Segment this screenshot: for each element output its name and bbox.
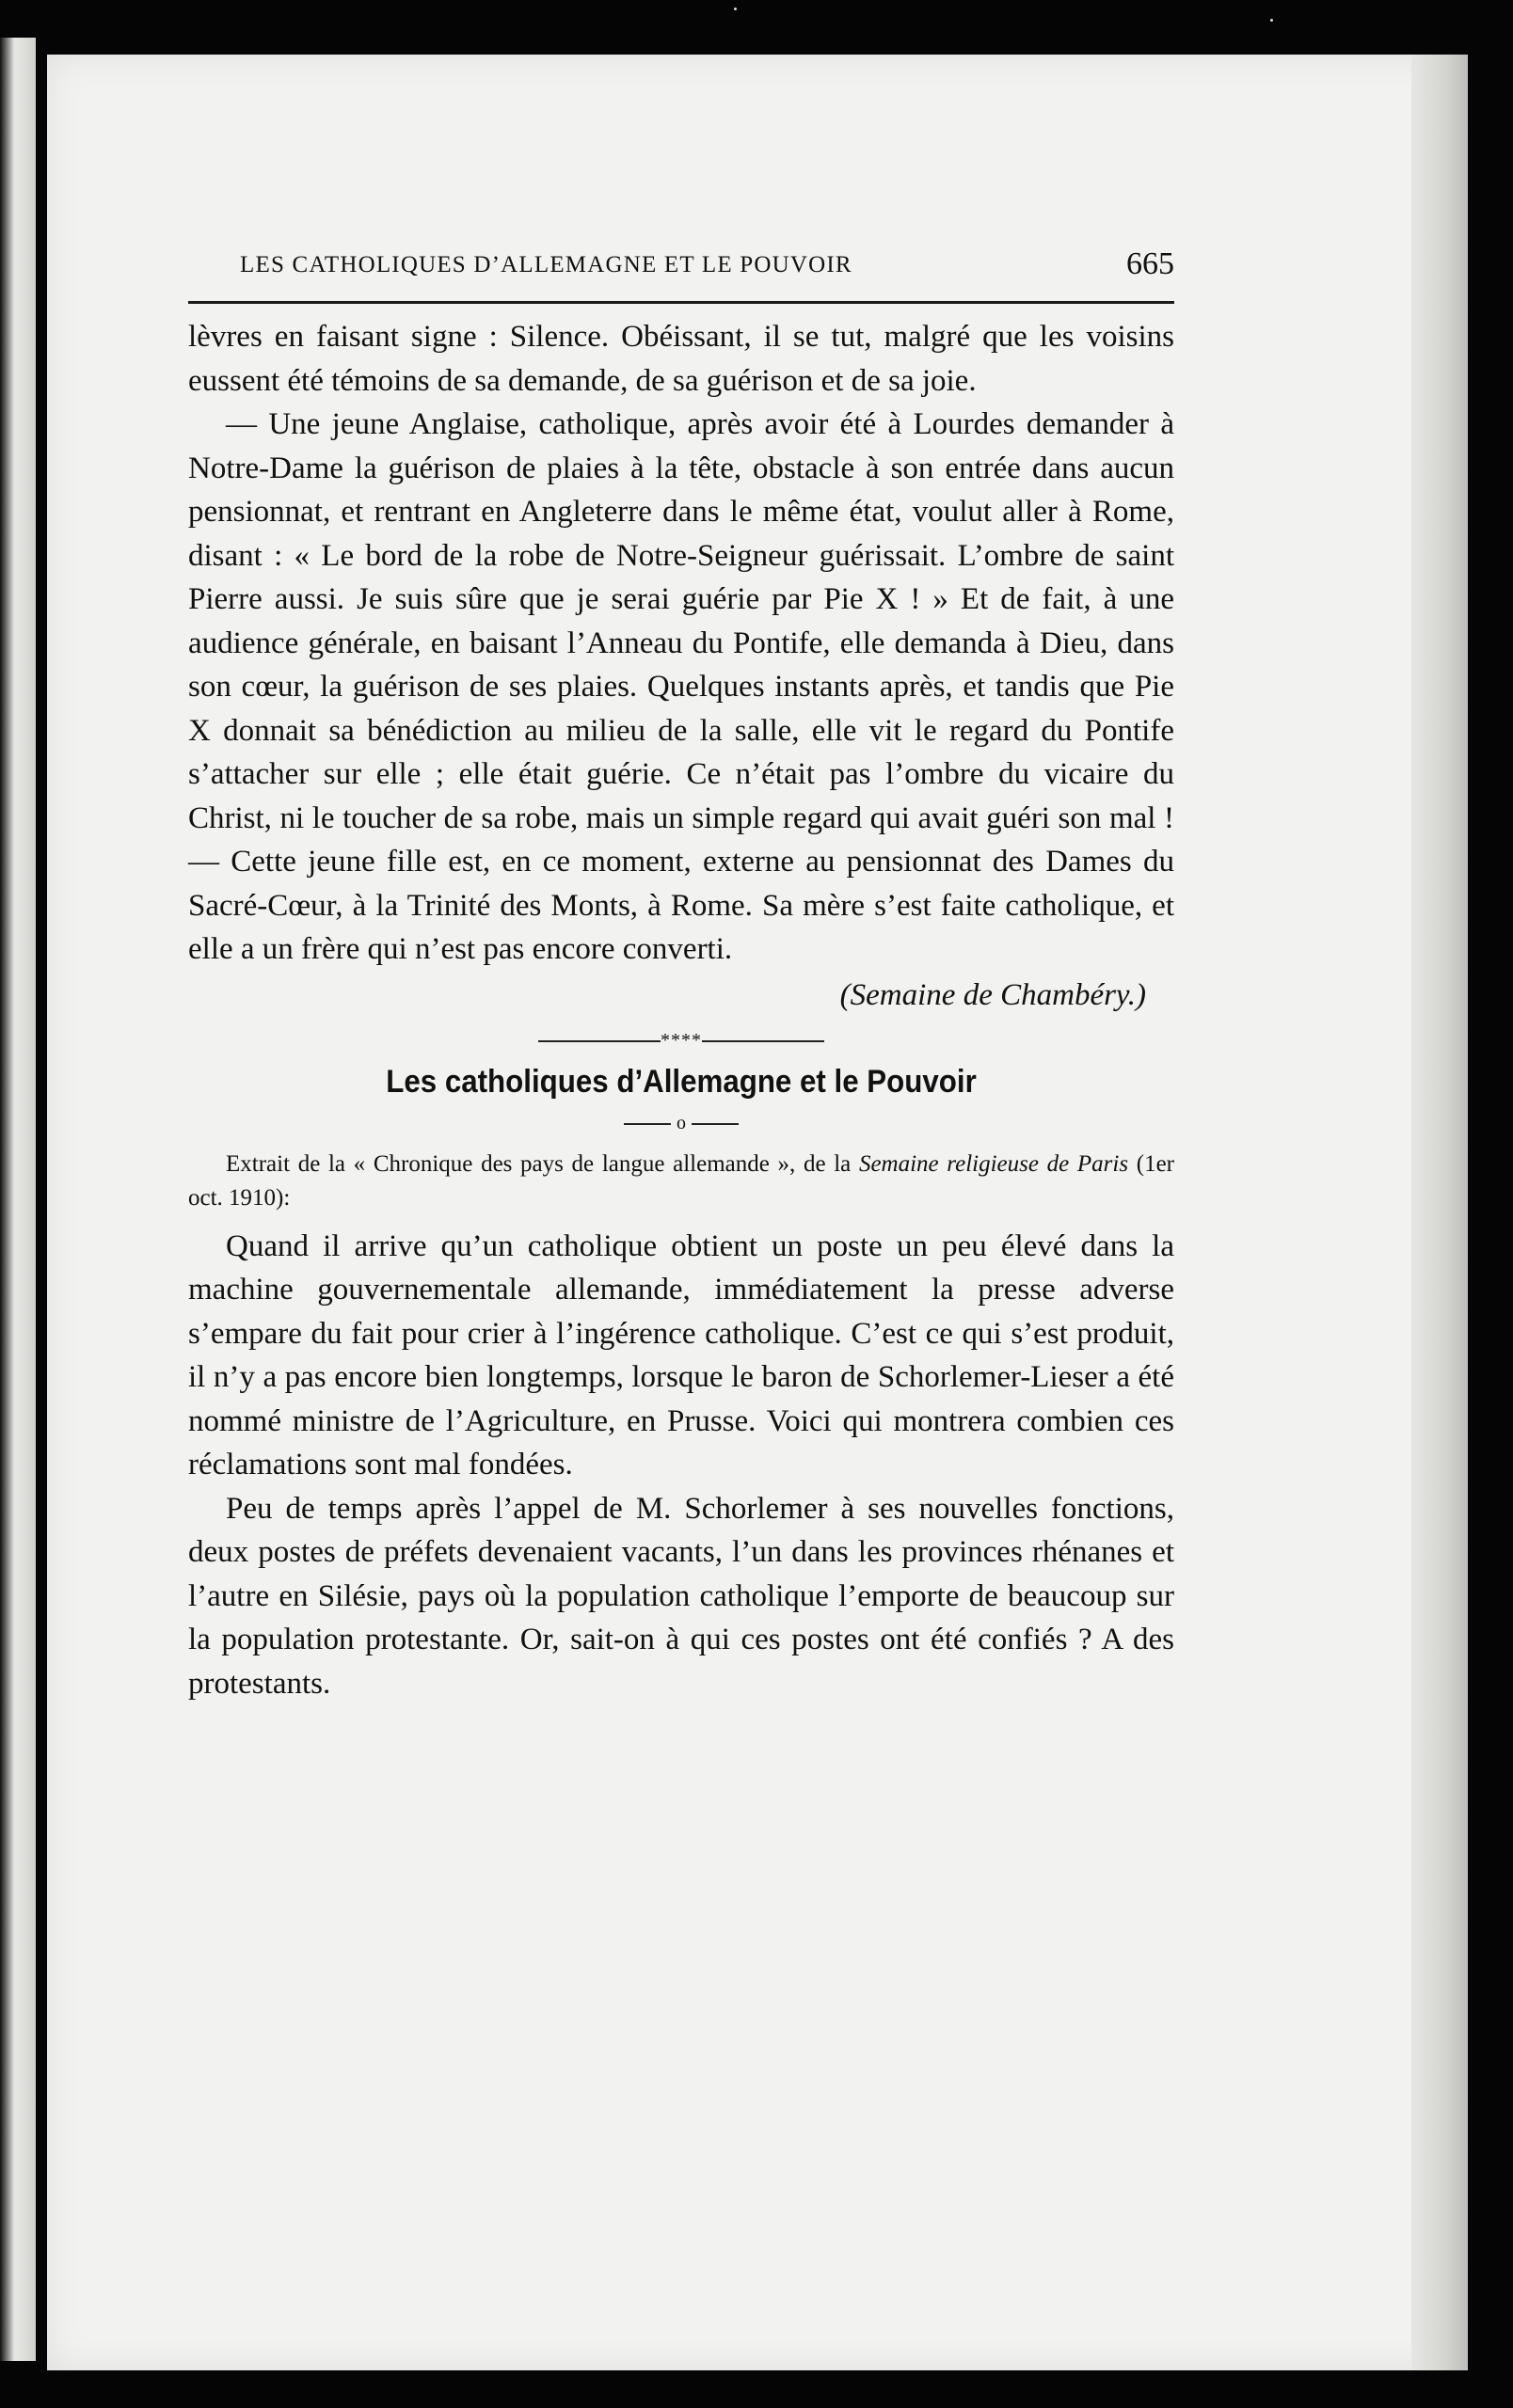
ornament-circle: o bbox=[677, 1112, 686, 1133]
section-divider bbox=[188, 1030, 1174, 1051]
page-edge-shadow bbox=[1411, 55, 1468, 2370]
scan-speck bbox=[1270, 19, 1273, 22]
ornament-line-left bbox=[624, 1123, 671, 1125]
divider-stars: **** bbox=[661, 1029, 702, 1051]
scan-speck bbox=[734, 8, 737, 10]
running-head bbox=[188, 243, 1174, 292]
divider-line-right bbox=[702, 1040, 824, 1042]
extract-before: Extrait de la « Chronique des pays de langue allemande », de la bbox=[226, 1150, 859, 1177]
extract-note bbox=[188, 1148, 1174, 1215]
paragraph-quand: Quand il arrive qu’un catholique obtient un poste un peu élevé dans la machine gouvernementale allemande, immédiatement la presse adverse s’empare du fait pour crier à l’ingérence catholique. C’est ce qui s’est produit, il n’y a pas encore bien longtemps, lorsque le baron de Schorlemer-Lieser a été nommé ministre de l’Agriculture, en Prusse. Voici qui montrera combien ces réclamations sont mal fondées. bbox=[188, 1228, 1174, 1481]
running-head-title: LES CATHOLIQUES D’ALLEMAGNE ET LE POUVOIR bbox=[240, 252, 852, 277]
header-rule bbox=[188, 301, 1174, 304]
ornament-line-right bbox=[692, 1123, 739, 1125]
page-number: 665 bbox=[1126, 246, 1174, 281]
extract-after: (1er oct. 1910): bbox=[188, 1150, 1174, 1211]
paragraph-peu-de-temps: Peu de temps après l’appel de M. Schorlemer à ses nouvelles fonctions, deux postes de préfets devenaient vacants, l’un dans les provinces rhénanes et l’autre en Silésie, pays où la population catholique l’emporte de beaucoup sur la population protestante. Or, sait-on à qui ces postes ont été confiés ? A des protestants. bbox=[188, 1491, 1174, 1701]
source-attribution: (Semaine de Chambéry.) bbox=[839, 977, 1146, 1012]
page-content bbox=[188, 243, 1174, 1705]
paragraph-continuation: lèvres en faisant signe : Silence. Obéissant, il se tut, malgré que les voisins eussent été témoins de sa demande, de sa guérison et de sa joie. bbox=[188, 320, 1174, 398]
paragraph-anglaise: — Une jeune Anglaise, catholique, après avoir été à Lourdes demander à Notre-Dame la guérison de plaies à la tête, obstacle à son entrée dans aucun pensionnat, et rentrant en Angleterre dans le même état, voulut aller à Rome, disant : « Le bord de la robe de Notre-Seigneur guérissait. L’ombre de saint Pierre aussi. Je suis sûre que je serai guérie par Pie X ! » Et de fait, à une audience générale, en baisant l’Anneau du Pontife, elle demanda à Dieu, dans son cœur, la guérison de ses plaies. Quelques instants après, et tandis que Pie X donnait sa bénédiction au milieu de la salle, elle vit le regard du Pontife s’attacher sur elle ; elle était guérie. Ce n’était pas l’ombre du vicaire du Christ, ni le toucher de sa robe, mais un simple regard qui avait guéri son mal ! — Cette jeune fille est, en ce moment, externe au pensionnat des Dames du Sacré-Cœur, à la Trinité des Monts, à Rome. Sa mère s’est faite catholique, et elle a un frère qui n’est pas encore converti. bbox=[188, 407, 1174, 966]
previous-page-edge bbox=[0, 38, 36, 2361]
section-title: Les catholiques d’Allemagne et le Pouvoir bbox=[386, 1063, 977, 1100]
book-page bbox=[47, 55, 1468, 2370]
extract-source: Semaine religieuse de Paris bbox=[858, 1150, 1129, 1177]
title-ornament bbox=[188, 1114, 1174, 1133]
divider-line-left bbox=[538, 1040, 661, 1042]
